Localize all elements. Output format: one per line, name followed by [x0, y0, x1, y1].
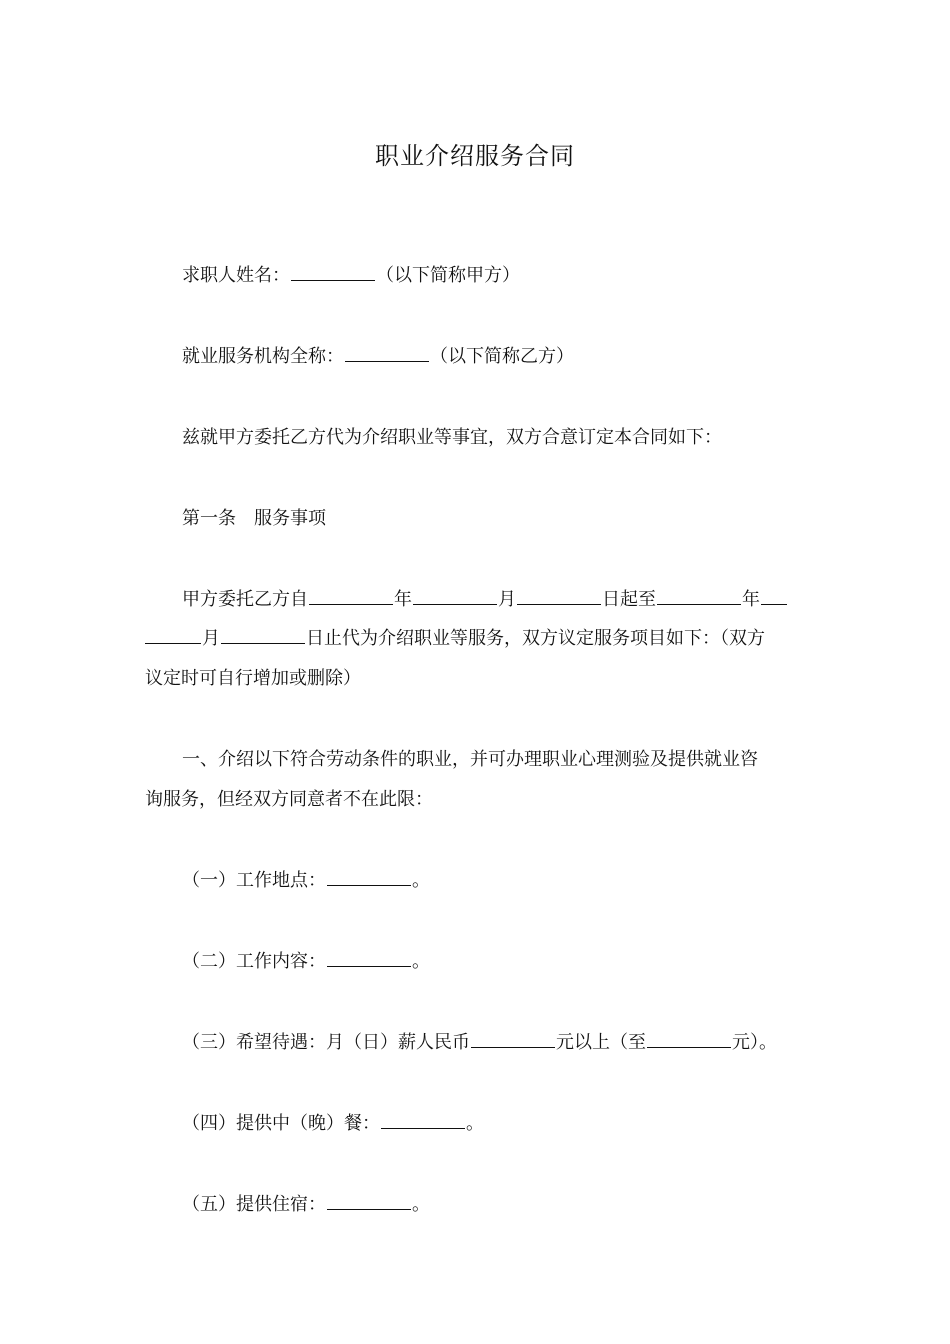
sub-item-2-end: 。 [412, 951, 430, 972]
term-year-2: 年 [742, 589, 760, 610]
sub-item-1-label: （一）工作地点： [182, 870, 326, 891]
article-title: 服务事项 [254, 508, 326, 529]
start-month-blank [413, 582, 497, 605]
term-month-1: 月 [498, 589, 516, 610]
sub-item-5 [182, 1185, 844, 1225]
item-1-line-2: 询服务，但经双方同意者不在此限： [145, 789, 433, 810]
end-year-blank [657, 582, 741, 605]
article-1-heading [182, 499, 844, 539]
sub-item-4 [182, 1104, 844, 1144]
salary-min-blank [471, 1025, 555, 1048]
salary-max-blank [647, 1025, 731, 1048]
lodging-blank [327, 1187, 411, 1210]
sub-item-2-label: （二）工作内容： [182, 951, 326, 972]
work-location-blank [327, 863, 411, 886]
term-day-1: 日起至 [602, 589, 656, 610]
term-tail: 日止代为介绍职业等服务，双方议定服务项目如下：（双方 [306, 628, 765, 649]
start-day-blank [517, 582, 601, 605]
term-month-2: 月 [202, 628, 220, 649]
term-year-1: 年 [394, 589, 412, 610]
party-b-suffix: （以下简称乙方） [430, 346, 574, 367]
end-day-blank [221, 621, 305, 644]
article-number: 第一条 [182, 508, 236, 529]
sub-item-5-label: （五）提供住宿： [182, 1194, 326, 1215]
item-1-line-1: 一、介绍以下符合劳动条件的职业，并可办理职业心理测验及提供就业咨 [182, 749, 758, 770]
term-line-3: 议定时可自行增加或删除） [145, 668, 361, 689]
sub-item-3-mid: 元以上（至 [556, 1032, 646, 1053]
sub-item-4-end: 。 [466, 1113, 484, 1134]
sub-item-3-label: （三）希望待遇：月（日）薪人民币 [182, 1032, 470, 1053]
sub-item-5-end: 。 [412, 1194, 430, 1215]
work-content-blank [327, 944, 411, 967]
party-a-name-blank [291, 258, 375, 281]
sub-item-1-end: 。 [412, 870, 430, 891]
end-month-blank-start [761, 582, 787, 605]
sub-item-3 [182, 1023, 844, 1063]
term-line-1 [182, 580, 844, 620]
term-intro: 甲方委托乙方自 [182, 589, 308, 610]
term-line-2 [145, 619, 807, 659]
sub-item-4-label: （四）提供中（晚）餐： [182, 1113, 380, 1134]
party-b-label: 就业服务机构全称： [182, 346, 344, 367]
party-a-label: 求职人姓名： [182, 265, 290, 286]
party-a-suffix: （以下简称甲方） [376, 265, 520, 286]
sub-item-3-end: 元）。 [732, 1032, 777, 1053]
sub-item-2 [182, 942, 844, 982]
sub-item-1 [182, 861, 844, 901]
preamble: 兹就甲方委托乙方代为介绍职业等事宜，双方合意订定本合同如下： [182, 427, 722, 448]
start-year-blank [309, 582, 393, 605]
document-title: 职业介绍服务合同 [375, 142, 575, 170]
end-month-blank-cont [145, 621, 201, 644]
party-b-line [182, 337, 844, 377]
party-b-name-blank [345, 339, 429, 362]
meal-blank [381, 1106, 465, 1129]
party-a-line [182, 256, 844, 296]
